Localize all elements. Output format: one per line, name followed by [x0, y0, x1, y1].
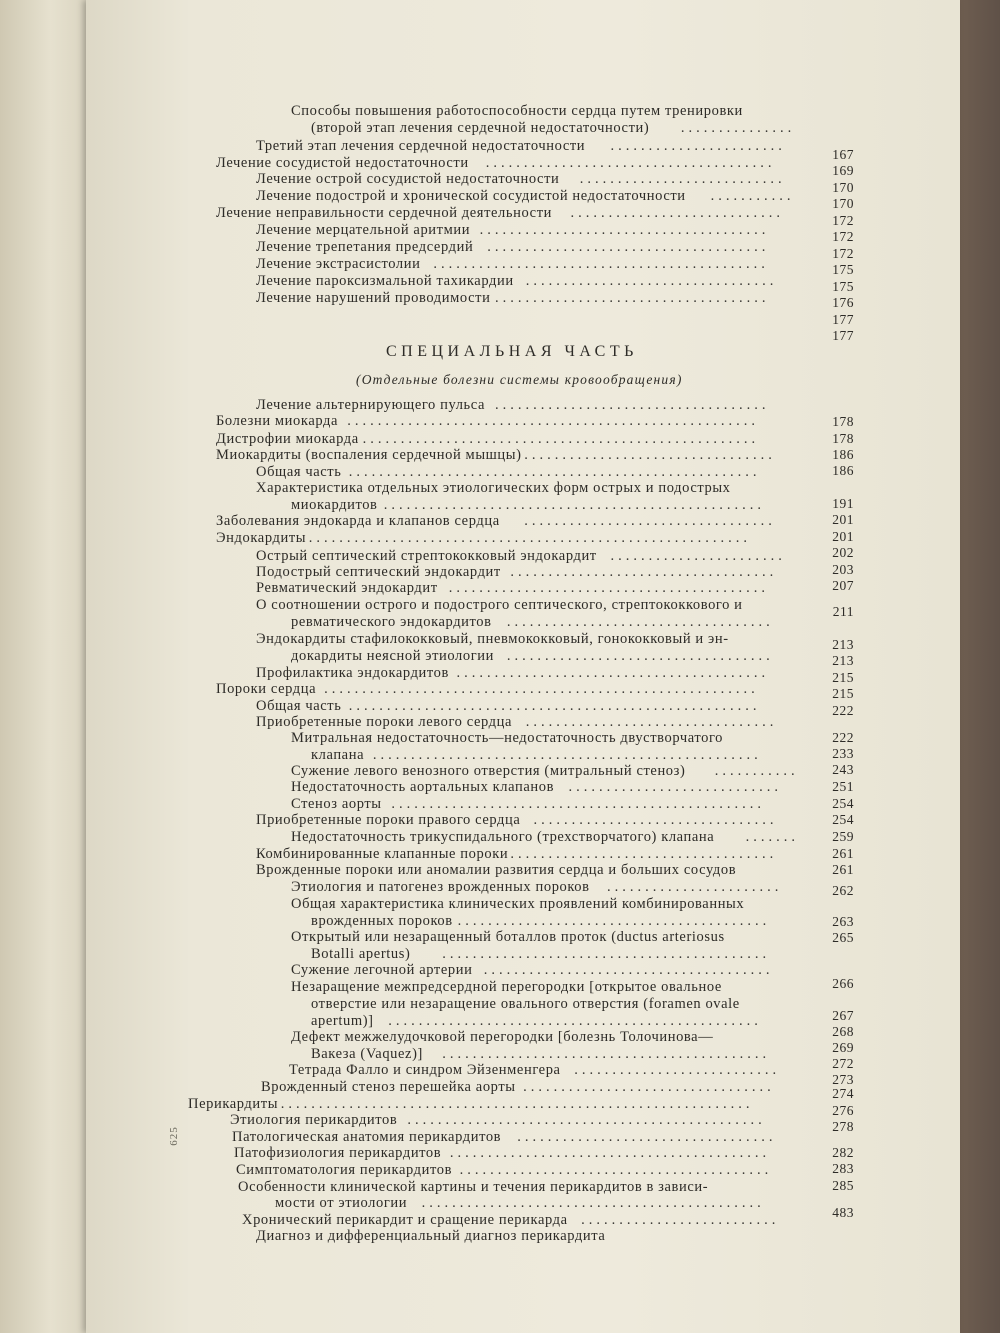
- toc-dot-leader: ......................................................: [347, 413, 759, 429]
- toc-entry-text: Характеристика отдельных этиологических форм острых и подострых: [256, 480, 731, 496]
- toc-dot-leader: ..........................................: [448, 580, 770, 596]
- toc-page-number: 172: [832, 246, 854, 261]
- toc-page-number: 272: [832, 1056, 854, 1071]
- toc-dot-leader: .......: [745, 829, 799, 845]
- toc-page-number: 211: [832, 604, 854, 619]
- toc-dot-leader: ......................................: [485, 155, 776, 171]
- toc-page-number: 266: [832, 976, 854, 991]
- toc-page-number: 483: [832, 1205, 854, 1220]
- toc-dot-leader: ...........: [714, 763, 799, 779]
- toc-page-number: 263: [832, 914, 854, 929]
- toc-entry-text: Этиология и патогенез врожденных пороков: [291, 879, 590, 895]
- toc-dot-leader: .............................................: [421, 1195, 765, 1211]
- toc-page-number: 213: [832, 637, 854, 652]
- toc-dot-leader: .........................................................: [324, 681, 759, 697]
- toc-entry-text: Сужение левого венозного отверстия (митральный стеноз): [291, 763, 686, 779]
- toc-page-number: 176: [832, 295, 854, 310]
- toc-entry-text: Хронический перикардит и сращение перикарда: [242, 1212, 568, 1228]
- toc-page-number: 273: [832, 1072, 854, 1087]
- toc-entry-text: Лечение нарушений проводимости: [256, 290, 491, 306]
- toc-page-number: 178: [832, 414, 854, 429]
- toc-page-number: 186: [832, 447, 854, 462]
- table-of-contents: [86, 0, 960, 1333]
- toc-entry-text: Лечение экстрасистолии: [256, 256, 421, 272]
- toc-page-number: 175: [832, 279, 854, 294]
- toc-entry-text: (второй этап лечения сердечной недостаточности): [311, 120, 650, 136]
- toc-dot-leader: ...........................: [574, 1062, 781, 1078]
- toc-entry-text: Незаращение межпредсердной перегородки [открытое овальное: [291, 979, 722, 995]
- toc-dot-leader: ..........................................: [449, 1145, 771, 1161]
- toc-dot-leader: ......................................................: [348, 698, 761, 714]
- toc-entry-text: Лечение острой сосудистой недостаточности: [256, 171, 560, 187]
- toc-entry-text: Лечение подострой и хронической сосудистой недостаточности: [256, 188, 686, 204]
- toc-page-number: 243: [832, 762, 854, 777]
- toc-page-number: 215: [832, 670, 854, 685]
- toc-dot-leader: .................................: [524, 447, 776, 463]
- toc-dot-leader: ......................................................: [348, 464, 761, 480]
- toc-entry-text: Эндокардиты: [216, 530, 307, 546]
- toc-page-number: 172: [832, 229, 854, 244]
- toc-page-number: 251: [832, 779, 854, 794]
- toc-entry-text: докардиты неясной этиологии: [291, 648, 495, 664]
- toc-entry-text: Стеноз аорты: [291, 796, 382, 812]
- toc-dot-leader: .................................: [525, 714, 778, 730]
- toc-entry-text: Лечение пароксизмальной тахикардии: [256, 273, 514, 289]
- toc-entry-text: клапана: [311, 747, 365, 763]
- toc-page-number: 177: [832, 328, 854, 343]
- toc-page-number: 276: [832, 1103, 854, 1118]
- toc-dot-leader: ...............: [680, 120, 796, 136]
- toc-dot-leader: ...................................: [506, 648, 774, 664]
- toc-page-number: 261: [832, 862, 854, 877]
- toc-entry-text: Лечение неправильности сердечной деятельности: [216, 205, 552, 221]
- toc-entry-text: отверстие или незаращение овального отверстия (foramen ovale: [311, 996, 740, 1012]
- toc-entry-text: миокардитов: [291, 497, 378, 513]
- toc-entry-text: Пороки сердца: [216, 681, 317, 697]
- toc-entry-text: Профилактика эндокардитов: [256, 665, 449, 681]
- toc-dot-leader: ....................................: [495, 290, 770, 306]
- toc-dot-leader: .................................: [523, 1079, 775, 1095]
- toc-dot-leader: .......................: [607, 879, 783, 895]
- toc-entry-text: Диагноз и дифференциальный диагноз перикардита: [256, 1228, 606, 1244]
- toc-entry-text: Общая характеристика клинических проявлений комбинированных: [291, 896, 745, 912]
- toc-entry-text: Митральная недостаточность—недостаточность двустворчатого: [291, 730, 724, 746]
- toc-entry-text: Сужение легочной артерии: [291, 962, 473, 978]
- toc-page-number: 268: [832, 1024, 854, 1039]
- toc-page-number: 178: [832, 431, 854, 446]
- toc-page-number: 233: [832, 746, 854, 761]
- toc-page-number: 259: [832, 829, 854, 844]
- toc-page-number: 274: [832, 1086, 854, 1101]
- toc-dot-leader: .....................................: [487, 239, 770, 255]
- toc-page-number: 167: [832, 147, 854, 162]
- toc-dot-leader: ............................: [568, 779, 782, 795]
- toc-dot-leader: .................................: [524, 513, 776, 529]
- toc-entry-text: Приобретенные пороки левого сердца: [256, 714, 513, 730]
- toc-entry-text: Общая часть: [256, 698, 342, 714]
- toc-entry-text: Эндокардиты стафилококковый, пневмококковый, гонококковый и эн-: [256, 631, 729, 647]
- toc-page-number: 203: [832, 562, 854, 577]
- toc-entry-text: Патологическая анатомия перикардитов: [232, 1129, 502, 1145]
- toc-entry-text: Миокардиты (воспаления сердечной мышцы): [216, 447, 522, 463]
- toc-dot-leader: ..........................: [581, 1212, 780, 1228]
- toc-page-number: 267: [832, 1008, 854, 1023]
- toc-entry-text: Перикардиты: [188, 1096, 279, 1112]
- toc-page-number: 283: [832, 1161, 854, 1176]
- toc-entry-text: Подострый септический эндокардит: [256, 564, 501, 580]
- toc-dot-leader: .........................................: [459, 1162, 773, 1178]
- toc-entry-text: Открытый или незаращенный боталлов проток (ductus arteriosus: [291, 929, 725, 945]
- toc-page-number: 254: [832, 812, 854, 827]
- toc-page-number: 282: [832, 1145, 854, 1160]
- toc-dot-leader: ...........: [710, 188, 795, 204]
- toc-entry-text: Лечение альтернирующего пульса: [256, 397, 485, 413]
- toc-page-number: 254: [832, 796, 854, 811]
- toc-page-number: 177: [832, 312, 854, 327]
- book-page: [86, 0, 960, 1333]
- toc-page-number: 201: [832, 529, 854, 544]
- toc-dot-leader: ..............................................................: [280, 1096, 754, 1112]
- toc-entry-text: Особенности клинической картины и течения перикардитов в зависи-: [238, 1179, 709, 1195]
- toc-dot-leader: .......................: [610, 548, 786, 564]
- toc-entry-text: apertum)]: [311, 1013, 374, 1029]
- toc-page-number: 170: [832, 196, 854, 211]
- toc-entry-text: Способы повышения работоспособности сердца путем тренировки: [291, 103, 743, 119]
- toc-entry-text: Лечение мерцательной аритмии: [256, 222, 471, 238]
- toc-page-number: 201: [832, 512, 854, 527]
- toc-page-number: 175: [832, 262, 854, 277]
- toc-dot-leader: ......................................: [483, 962, 774, 978]
- toc-page-number: 169: [832, 163, 854, 178]
- toc-dot-leader: ................................: [533, 812, 778, 828]
- toc-entry-text: Заболевания эндокарда и клапанов сердца: [216, 513, 500, 529]
- toc-page-number: 213: [832, 653, 854, 668]
- toc-page-number: 222: [832, 730, 854, 745]
- toc-dot-leader: .........................................: [457, 913, 771, 929]
- toc-dot-leader: ..........................................................: [308, 530, 751, 546]
- toc-dot-leader: ......................................: [479, 222, 770, 238]
- toc-entry-text: Вакеза (Vaquez)]: [311, 1046, 423, 1062]
- toc-entry-text: Болезни миокарда: [216, 413, 339, 429]
- margin-mark: 625: [167, 1126, 180, 1146]
- toc-entry-text: Комбинированные клапанные пороки: [256, 846, 509, 862]
- toc-entry-text: О соотношении острого и подострого септического, стрептококкового и: [256, 597, 743, 613]
- left-page-edge: [0, 0, 92, 1333]
- toc-entry-text: Botalli apertus): [311, 946, 411, 962]
- toc-entry-text: Острый септический стрептококковый эндокардит: [256, 548, 597, 564]
- toc-page-number: 269: [832, 1040, 854, 1055]
- toc-entry-text: Недостаточность трикуспидального (трехстворчатого) клапана: [291, 829, 715, 845]
- toc-entry-text: Дефект межжелудочковой перегородки [болезнь Толочинова—: [291, 1029, 714, 1045]
- toc-dot-leader: ...........................................: [442, 1046, 771, 1062]
- toc-page-number: 222: [832, 703, 854, 718]
- toc-entry-text: Недостаточность аортальных клапанов: [291, 779, 555, 795]
- toc-entry-text: Врожденный стеноз перешейка аорты: [261, 1079, 516, 1095]
- toc-page-number: 261: [832, 846, 854, 861]
- toc-entry-text: Третий этап лечения сердечной недостаточности: [256, 138, 586, 154]
- toc-dot-leader: ....................................................: [362, 431, 760, 447]
- toc-page-number: 172: [832, 213, 854, 228]
- toc-dot-leader: ...................................................: [372, 747, 762, 763]
- toc-dot-leader: .........................................: [456, 665, 770, 681]
- toc-dot-leader: ...........................................: [442, 946, 771, 962]
- toc-dot-leader: ...................................: [510, 564, 778, 580]
- toc-entry-text: Дистрофии миокарда: [216, 431, 359, 447]
- toc-page-number: 207: [832, 578, 854, 593]
- toc-dot-leader: ..................................................: [383, 497, 765, 513]
- toc-entry-text: ревматического эндокардитов: [291, 614, 492, 630]
- toc-entry-text: Тетрада Фалло и синдром Эйзенменгера: [289, 1062, 561, 1078]
- toc-page-number: 285: [832, 1178, 854, 1193]
- toc-dot-leader: ...............................................: [407, 1112, 766, 1128]
- toc-entry-text: Врожденные пороки или аномалии развития сердца и больших сосудов: [256, 862, 737, 878]
- toc-page-number: 202: [832, 545, 854, 560]
- toc-dot-leader: .................................: [525, 273, 778, 289]
- toc-entry-text: Приобретенные пороки правого сердца: [256, 812, 521, 828]
- toc-page-number: 215: [832, 686, 854, 701]
- section-subheading: (Отдельные болезни системы кровообращения): [356, 372, 683, 387]
- toc-dot-leader: ....................................: [495, 397, 770, 413]
- toc-entry-text: Симптоматология перикардитов: [236, 1162, 453, 1178]
- toc-dot-leader: ..................................: [517, 1129, 777, 1145]
- toc-dot-leader: ............................: [570, 205, 784, 221]
- toc-entry-text: Лечение трепетания предсердий: [256, 239, 474, 255]
- toc-dot-leader: .......................: [610, 138, 786, 154]
- toc-dot-leader: .................................................: [391, 796, 766, 812]
- toc-page-number: 186: [832, 463, 854, 478]
- toc-entry-text: мости от этиологии: [275, 1195, 408, 1211]
- toc-entry-text: Общая часть: [256, 464, 342, 480]
- toc-page-number: 278: [832, 1119, 854, 1134]
- toc-entry-text: Ревматический эндокардит: [256, 580, 438, 596]
- toc-entry-text: Лечение сосудистой недостаточности: [216, 155, 469, 171]
- toc-page-number: 265: [832, 930, 854, 945]
- toc-entry-text: Этиология перикардитов: [230, 1112, 398, 1128]
- toc-entry-text: Патофизиология перикардитов: [234, 1145, 442, 1161]
- section-heading: СПЕЦИАЛЬНАЯ ЧАСТЬ: [386, 343, 638, 360]
- toc-page-number: 262: [832, 883, 854, 898]
- toc-page-number: 170: [832, 180, 854, 195]
- toc-dot-leader: ............................................: [433, 256, 769, 272]
- toc-dot-leader: .................................................: [388, 1013, 762, 1029]
- toc-dot-leader: ...................................: [510, 846, 778, 862]
- toc-dot-leader: ...................................: [506, 614, 774, 630]
- toc-dot-leader: ...........................: [579, 171, 786, 187]
- toc-page-number: 191: [832, 496, 854, 511]
- toc-entry-text: врожденных пороков: [311, 913, 453, 929]
